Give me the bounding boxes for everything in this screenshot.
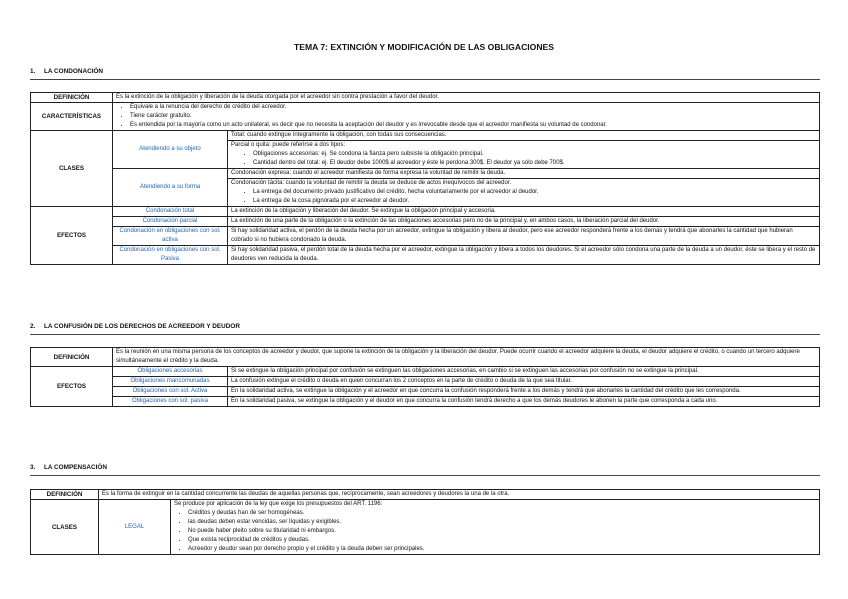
efectos-label: EFECTOS	[31, 367, 113, 407]
list-item: • Obligaciones accesorias: ej. Se condona la fianza pero subsiste la obligación principal.	[253, 150, 816, 159]
condonacion-table	[30, 92, 820, 265]
efecto-label: Condonación en obligaciones con sol. Pasiva	[113, 246, 228, 265]
efecto-label: Condonación parcial	[113, 217, 228, 227]
section-number: 2.	[30, 323, 36, 330]
list-item: • las deudas deben estar vencidas, ser líquidas y exigibles.	[188, 518, 816, 527]
list-item: • La entrega del documento privado justificativo del crédito, hecha voluntariamente por el acreedor al deudor.	[253, 188, 816, 197]
legal-label: LEGAL	[99, 500, 171, 555]
table-row	[31, 227, 820, 246]
section-heading-compensacion	[30, 464, 820, 476]
definicion-text: Es la reunión en una misma persona de los conceptos de acreedor y deudor, que supone la extinción de la obligación y la liberación del deudor. Puede ocurrir cuando el acreedor adquiere la deuda, el deudor adquiere el crédito, o cuando un tercero adquiere simultáneamente el crédito y la deuda.	[113, 348, 820, 367]
objeto-parcial-list	[231, 150, 816, 168]
efecto-text: La confusión extingue el crédito o deuda en quien concurran los 2 conceptos en la parte de crédito o deuda de la que sea titular.	[228, 377, 820, 387]
legal-cell	[171, 500, 820, 555]
list-item: • Equivale a la renuncia del derecho de crédito del acreedor.	[130, 103, 816, 112]
table-row	[31, 169, 820, 179]
list-item: • Que exista reciprocidad de créditos y deudas.	[188, 536, 816, 545]
forma-expresa: Condonación expresa: cuando el acreedor manifiesta de forma expresa la voluntad de remitir la deuda.	[228, 169, 820, 179]
list-item: • Es entendida por la mayoría como un acto unilateral, es decir que no necesita la aceptación del deudor y es irrevocable desde que el acreedor manifiesta su voluntad de condonar.	[130, 121, 816, 130]
table-row	[31, 500, 820, 555]
objeto-label: Atendiendo a su objeto	[113, 131, 228, 169]
section-title: LA CONDONACIÓN	[44, 68, 104, 75]
efecto-label: Obligaciones con sol. pasiva	[113, 397, 228, 407]
efecto-label: Condonación total	[113, 207, 228, 217]
table-row	[31, 377, 820, 387]
table-row	[31, 103, 820, 131]
efectos-label: EFECTOS	[31, 207, 113, 265]
legal-intro: Se produce por aplicación de la ley que exige los presupuestos del ART. 1196:	[174, 501, 383, 507]
forma-label: Atendiendo a su forma	[113, 169, 228, 207]
clases-label: CLASES	[31, 500, 99, 555]
section-number: 3.	[30, 464, 36, 471]
efecto-text: En la solidaridad activa, se extingue la obligación y el acreedor en que concurra la confusión responderá frente a los demás y tendrá que abonarles la cantidad del crédito que les corresponda.	[228, 387, 820, 397]
section-title: LA COMPENSACIÓN	[44, 464, 107, 471]
table-row	[31, 397, 820, 407]
list-item: • Acreedor y deudor sean por derecho propio y el crédito y la deuda deben ser principales.	[188, 545, 816, 554]
definicion-label: DEFINICIÓN	[31, 93, 113, 103]
forma-tacita: Condonación tácita: cuando la voluntad de remitir la deuda se deduce de actos inequívocos del acreedor.	[231, 180, 512, 186]
efecto-text: Si se extingue la obligación principal por confusión se extinguen las obligaciones accesorias, en cambio si se extinguen las accesorias por confusión no se extingue la principal.	[228, 367, 820, 377]
efecto-label: Condonación en obligaciones con sol. activa	[113, 227, 228, 246]
list-item: • Créditos y deudas han de ser homogéneas.	[188, 509, 816, 518]
caracteristicas-list	[116, 103, 816, 130]
forma-tacita-cell	[228, 179, 820, 207]
section-title: LA CONFUSIÓN DE LOS DERECHOS DE ACREEDOR Y DEUDOR	[44, 323, 240, 330]
section-heading-condonacion	[30, 68, 820, 80]
definicion-text: Es la forma de extinguir en la cantidad concurrente las deudas de aquellas personas que, recíprocamente, sean acreedores y deudores la una de la otra.	[99, 490, 820, 500]
efecto-label: Obligaciones con sol. Activa	[113, 387, 228, 397]
table-row	[31, 93, 820, 103]
efecto-label: Obligaciones mancomunadas	[113, 377, 228, 387]
legal-list	[174, 509, 816, 554]
efecto-text: Si hay solidaridad activa, el perdón de la deuda hecha por un acreedor, extingue la obligación y libera al deudor, pero ese acreedor responderá frente a los demás y tendrá que abonarles la cantidad que hubieran cobrado si no hubiera condonado la deuda.	[228, 227, 820, 246]
clases-label: CLASES	[31, 131, 113, 207]
table-row	[31, 387, 820, 397]
document-title: TEMA 7: EXTINCIÓN Y MODIFICACIÓN DE LAS OBLIGACIONES	[293, 42, 555, 52]
table-row	[31, 207, 820, 217]
efecto-text: En la solidaridad pasiva, se extingue la obligación y el deudor en que concurra la confusión tendrá derecho a que los demás deudores le abonen la parte que corresponda a cada uno.	[228, 397, 820, 407]
list-item: • Cantidad dentro del total: ej. El deudor debe 1000$ al acreedor y éste le perdona 300$. El deudor ya sólo debe 700$.	[253, 159, 816, 168]
definicion-label: DEFINICIÓN	[31, 490, 99, 500]
caracteristicas-cell	[113, 103, 820, 131]
objeto-total: Total: cuando extingue íntegramente la obligación, con todas sus consecuencias.	[228, 131, 820, 141]
list-item: • Tiene carácter gratuito.	[130, 112, 816, 121]
caracteristicas-label: CARACTERÍSTICAS	[31, 103, 113, 131]
table-row	[31, 348, 820, 367]
objeto-parcial-cell	[228, 141, 820, 169]
list-item: • No puede haber pleito sobre su titularidad ni embargos.	[188, 527, 816, 536]
section-heading-confusion	[30, 323, 820, 335]
efecto-text: Si hay solidaridad pasiva, el perdón total de la deuda hecha por el acreedor, extingue la obligación y libera a todos los deudores. Si el acreedor sólo condona una parte de la deuda a un deudor, éste se libera y el resto de deudores ven reducida la deuda.	[228, 246, 820, 265]
forma-tacita-list	[231, 188, 816, 206]
table-row	[31, 246, 820, 265]
efecto-label: Obligaciones accesorias	[113, 367, 228, 377]
table-row	[31, 367, 820, 377]
table-row	[31, 217, 820, 227]
objeto-parcial: Parcial o quita: puede referirse a dos tipos:	[231, 142, 346, 148]
compensacion-table	[30, 489, 820, 555]
definicion-text: Es la extinción de la obligación y liberación de la deuda otorgada por el acreedor sin contra prestación a favor del deudor.	[113, 93, 820, 103]
confusion-table	[30, 347, 820, 407]
list-item: • La entrega de la cosa pignorada por el acreedor al deudor.	[253, 197, 816, 206]
section-number: 1.	[30, 68, 36, 75]
efecto-text: La extinción de una parte de la obligación o la extinción de las obligaciones accesorias pero no de la principal y, en ambos casos, la liberación parcial del deudor.	[228, 217, 820, 227]
table-row	[31, 490, 820, 500]
table-row	[31, 131, 820, 141]
definicion-label: DEFINICIÓN	[31, 348, 113, 367]
efecto-text: La extinción de la obligación y liberación del deudor. Se extingue la obligación principal y accesoria.	[228, 207, 820, 217]
